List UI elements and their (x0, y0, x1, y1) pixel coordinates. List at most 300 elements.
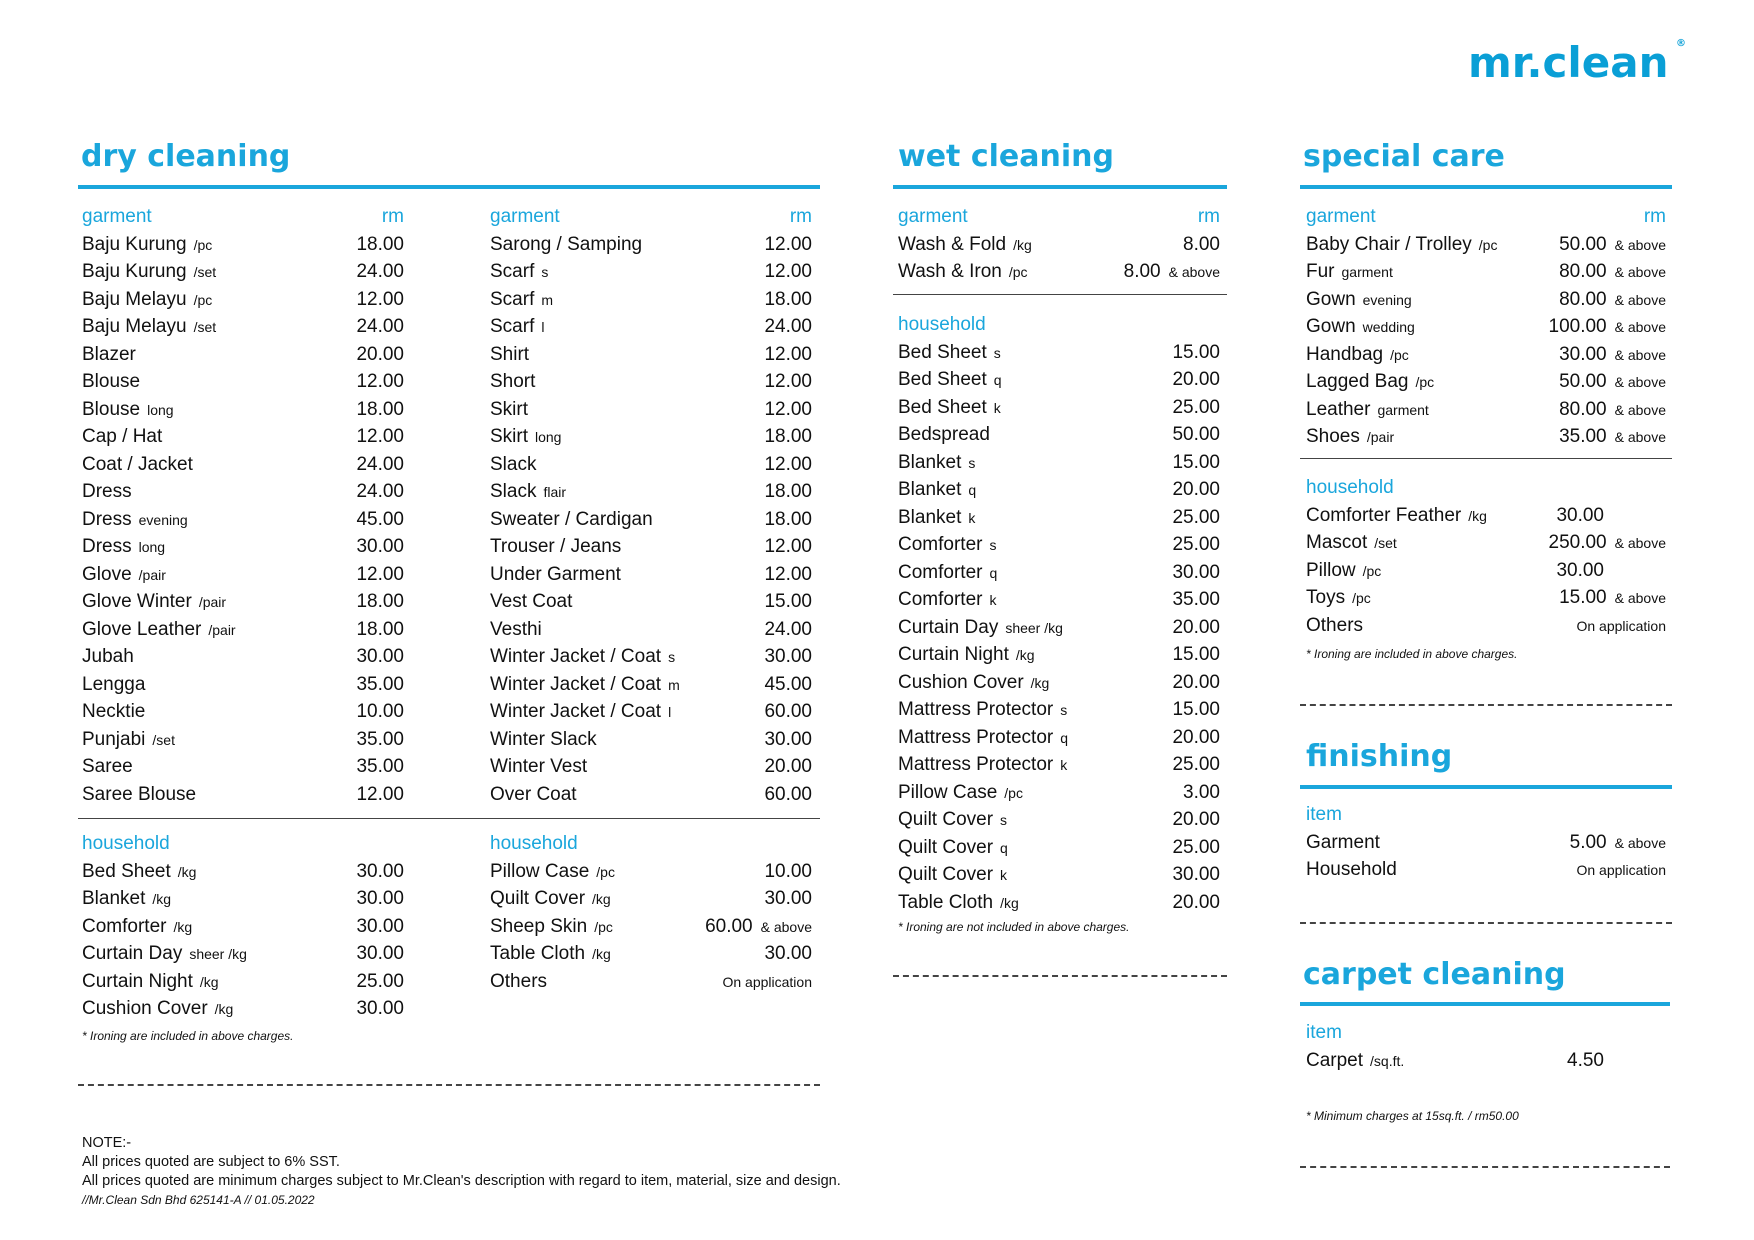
item-price-group (1172, 366, 1220, 394)
item-price-group (356, 478, 404, 506)
item-price: 15.00 (1172, 451, 1220, 473)
item-name-group (490, 858, 615, 887)
item-price-group (1576, 612, 1666, 641)
item-name: Mattress Protector (898, 754, 1054, 775)
wet-cleaning-dash (893, 975, 1227, 977)
price-and-above: & above (1614, 264, 1666, 280)
item-name: Mascot (1306, 532, 1368, 553)
price-row (82, 616, 404, 644)
item-name: Dress (82, 508, 132, 530)
item-name-group (1306, 231, 1497, 260)
price-row (898, 531, 1220, 559)
item-price-group (764, 616, 812, 644)
item-price: 30.00 (1556, 559, 1604, 581)
price-row (82, 913, 404, 941)
item-price-group (356, 913, 404, 941)
price-row (490, 451, 812, 479)
item-name: Quilt Cover (490, 888, 586, 909)
item-price: 12.00 (356, 371, 404, 392)
special-care-rule (1300, 185, 1672, 189)
item-name: Sweater / Cardigan (490, 508, 653, 530)
price-row (490, 940, 812, 968)
item-price-group (764, 643, 812, 671)
item-price-group (1172, 696, 1220, 724)
item-price: 50.00 (1559, 371, 1607, 392)
item-name: Baby Chair / Trolley (1306, 233, 1472, 255)
price-row (82, 258, 404, 286)
item-price-group (1549, 529, 1667, 558)
item-unit: k (968, 509, 976, 526)
item-unit: evening (1362, 291, 1412, 308)
item-price-group (1172, 559, 1220, 587)
price-row (898, 586, 1220, 614)
item-name: Pillow Case (490, 860, 590, 882)
special-care-household (1306, 474, 1666, 639)
item-price-group (764, 588, 812, 616)
price-row (1306, 529, 1666, 557)
price-row (1306, 258, 1666, 286)
item-name: Pillow Case (898, 781, 998, 803)
item-name-group (82, 533, 165, 562)
item-name-group (490, 506, 653, 534)
item-price-group (356, 995, 404, 1023)
price-row (1306, 557, 1666, 585)
item-price-group (1183, 231, 1220, 259)
item-name-group (82, 478, 132, 506)
item-price: 35.00 (356, 756, 404, 777)
item-price-group (356, 616, 404, 644)
item-price: 5.00 (1569, 831, 1607, 853)
item-price: 24.00 (356, 453, 404, 475)
item-price-group (764, 231, 812, 259)
item-name: Comforter (82, 915, 167, 937)
item-unit: k (1000, 867, 1008, 883)
dry-cleaning-household-col2 (490, 830, 812, 995)
item-name-group (898, 834, 1008, 863)
item-name-group (82, 781, 196, 809)
item-name: Baju Kurung (82, 261, 187, 282)
price-row (898, 449, 1220, 477)
item-price-group (1559, 258, 1666, 287)
item-name: Garment (1306, 831, 1380, 853)
item-price: 24.00 (356, 481, 404, 502)
item-unit: s (968, 454, 976, 471)
wet-cleaning-rule (893, 185, 1227, 189)
item-unit: q (993, 372, 1002, 388)
price-row (898, 669, 1220, 697)
item-unit: /set (193, 319, 217, 335)
item-unit: /pc (193, 291, 213, 308)
price-row (82, 885, 404, 913)
item-price: 12.00 (764, 343, 812, 365)
item-price: 25.00 (356, 970, 404, 992)
item-name: Curtain Day (82, 943, 183, 964)
item-price: 30.00 (1559, 343, 1607, 365)
item-price-group (1183, 779, 1220, 807)
item-price: 60.00 (705, 915, 753, 937)
item-name: Skirt (490, 398, 528, 420)
item-name-group (490, 313, 544, 342)
item-price: 30.00 (356, 998, 404, 1019)
item-name-group (898, 559, 997, 588)
item-name-group (1306, 502, 1487, 531)
item-price-group (356, 781, 404, 809)
item-unit: s (668, 649, 676, 665)
price-row (82, 368, 404, 396)
item-name: Fur (1306, 261, 1335, 282)
price-row (1306, 286, 1666, 314)
item-name-group (1306, 341, 1409, 370)
price-row (1306, 1047, 1666, 1075)
item-name-group (898, 366, 1002, 395)
finishing-title: finishing (1306, 739, 1453, 774)
item-name: Curtain Day (898, 616, 999, 638)
item-name-group (490, 286, 553, 315)
item-name: Comforter (898, 561, 983, 583)
item-price: 18.00 (764, 426, 812, 447)
item-price-group (1172, 669, 1220, 697)
item-unit: garment (1341, 264, 1393, 280)
price-row (490, 698, 812, 726)
item-unit: /kg (1015, 647, 1035, 663)
price-row (898, 231, 1220, 259)
item-price-group (356, 643, 404, 671)
item-name: Pillow (1306, 559, 1356, 581)
item-name: Blazer (82, 343, 136, 365)
price-row (490, 368, 812, 396)
item-name-group (898, 751, 1067, 780)
price-row (1306, 341, 1666, 369)
item-price-group (764, 286, 812, 314)
item-price: On application (1576, 862, 1666, 878)
item-label: item (1306, 804, 1342, 825)
item-price: 24.00 (356, 316, 404, 337)
price-row (898, 724, 1220, 752)
item-name: Quilt Cover (898, 809, 994, 830)
item-price-group (356, 313, 404, 341)
item-name-group (898, 614, 1063, 643)
price-row (1306, 856, 1666, 884)
item-name-group (898, 531, 996, 560)
item-price-group (764, 533, 812, 561)
item-name-group (82, 258, 216, 287)
item-price: On application (722, 973, 812, 990)
item-price-group (356, 506, 404, 534)
item-price: 60.00 (764, 783, 812, 805)
item-name: Bed Sheet (898, 396, 987, 418)
wet-cleaning-household (898, 311, 1220, 916)
price-row (1306, 612, 1666, 640)
notes-heading: NOTE:- (82, 1135, 132, 1151)
item-name: Others (1306, 614, 1364, 636)
price-row (490, 258, 812, 286)
item-price-group (1172, 586, 1220, 614)
header-rm: rm (1643, 206, 1666, 227)
item-price: 30.00 (356, 536, 404, 557)
item-unit: garment (1377, 401, 1429, 418)
item-unit: m (541, 291, 554, 308)
item-unit: /kg (1013, 236, 1032, 253)
item-price-group (764, 478, 812, 506)
price-row (490, 533, 812, 561)
price-row (490, 781, 812, 809)
price-row (490, 286, 812, 314)
price-row (82, 858, 404, 886)
item-name-group (898, 724, 1068, 753)
item-name: Sheep Skin (490, 915, 588, 937)
finishing-col (1306, 801, 1666, 884)
item-price: 15.00 (1172, 699, 1220, 720)
item-name: Winter Slack (490, 728, 597, 750)
item-name: Cap / Hat (82, 426, 163, 447)
item-price-group (764, 940, 812, 968)
item-name: Short (490, 371, 536, 392)
item-name-group (490, 753, 587, 781)
dry-cleaning-footnote: * Ironing are included in above charges. (82, 1029, 294, 1043)
item-price-group (356, 368, 404, 396)
carpet-cleaning-footnote: * Minimum charges at 15sq.ft. / rm50.00 (1306, 1109, 1519, 1123)
item-price: 25.00 (1172, 506, 1220, 528)
price-row (490, 858, 812, 886)
item-unit: /set (152, 731, 175, 748)
item-unit: wedding (1362, 319, 1415, 335)
item-price-group (764, 561, 812, 589)
item-price-group (722, 968, 812, 997)
notes-line-sst: All prices quoted are subject to 6% SST. (82, 1154, 340, 1170)
price-row (1306, 584, 1666, 612)
item-price: 30.00 (1172, 864, 1220, 885)
item-price: 12.00 (764, 563, 812, 585)
item-price: 15.00 (1172, 341, 1220, 363)
price-row (898, 779, 1220, 807)
item-name-group (82, 995, 233, 1024)
item-name: Toys (1306, 587, 1346, 608)
item-name: Scarf (490, 261, 535, 282)
item-name: Winter Vest (490, 756, 588, 777)
price-and-above: & above (1614, 374, 1666, 390)
item-name-group (82, 588, 226, 617)
item-name: Winter Jacket / Coat (490, 646, 662, 667)
item-name-group (82, 451, 193, 479)
item-name-group (82, 913, 192, 942)
item-price-group (356, 726, 404, 754)
item-price: 10.00 (764, 860, 812, 882)
price-and-above: & above (1614, 346, 1666, 363)
item-price-group (356, 396, 404, 424)
item-name: Lagged Bag (1306, 371, 1409, 392)
item-unit: sheer /kg (189, 946, 247, 962)
item-unit: l (541, 319, 545, 335)
item-unit: l (668, 704, 672, 720)
item-name-group (898, 504, 975, 533)
item-price: 35.00 (356, 728, 404, 750)
item-name-group (490, 423, 561, 452)
item-price: 25.00 (1172, 396, 1220, 418)
item-price-group (764, 313, 812, 341)
price-and-above: & above (1614, 535, 1666, 551)
item-price: 30.00 (356, 860, 404, 882)
item-name: Blanket (898, 479, 962, 500)
item-name: Bed Sheet (898, 341, 987, 363)
item-name: Gown (1306, 288, 1356, 310)
item-name-group (490, 781, 577, 809)
header-rm: rm (789, 206, 812, 227)
price-and-above: & above (1614, 429, 1666, 445)
column-header (490, 203, 812, 231)
item-name: Scarf (490, 288, 535, 310)
price-row (82, 561, 404, 589)
item-name-group (82, 368, 140, 396)
item-name-group (490, 940, 611, 969)
household-label: household (82, 833, 170, 854)
item-name: Skirt (490, 426, 528, 447)
item-name: Saree Blouse (82, 783, 197, 805)
notes-block (82, 1134, 841, 1210)
item-unit: /set (193, 264, 217, 280)
item-name-group (490, 533, 621, 561)
finishing-rule (1300, 785, 1672, 789)
item-unit: q (1060, 729, 1069, 746)
item-name: Quilt Cover (898, 836, 994, 858)
item-price-group (764, 341, 812, 369)
item-price-group (764, 396, 812, 424)
price-row (490, 968, 812, 996)
price-and-above: & above (1614, 401, 1666, 418)
item-unit: s (989, 537, 997, 553)
item-name: Coat / Jacket (82, 453, 193, 475)
item-price: 80.00 (1559, 288, 1607, 310)
item-name: Vest Coat (490, 591, 573, 612)
item-price: 18.00 (356, 618, 404, 640)
column-header (82, 203, 404, 231)
item-price: 60.00 (764, 701, 812, 722)
item-price: 30.00 (764, 728, 812, 750)
item-price-group (1172, 476, 1220, 504)
item-price-group (1172, 806, 1220, 834)
item-price-group (356, 588, 404, 616)
item-price-group (764, 671, 812, 699)
price-row (898, 476, 1220, 504)
item-name: Jubah (82, 646, 134, 667)
item-name: Blanket (898, 506, 962, 528)
item-name-group (82, 753, 133, 781)
item-price-group (1559, 396, 1666, 425)
item-price-group (1559, 286, 1666, 315)
item-name-group (898, 669, 1049, 698)
item-name-group (490, 913, 613, 942)
column-header (898, 203, 1220, 231)
item-price-group (356, 885, 404, 913)
item-name: Bed Sheet (898, 369, 987, 390)
item-price: 18.00 (356, 591, 404, 612)
item-unit: /kg (1468, 507, 1487, 524)
item-name-group (898, 258, 1028, 287)
item-name-group (898, 861, 1007, 890)
item-unit: /pair (138, 566, 166, 583)
item-name-group (490, 616, 542, 644)
item-name-group (490, 451, 536, 479)
item-unit: k (1060, 757, 1068, 773)
item-name-group (1306, 258, 1393, 287)
item-name: Trouser / Jeans (490, 536, 622, 557)
item-price-group (764, 451, 812, 479)
item-price: 20.00 (1172, 671, 1220, 693)
item-unit: long (147, 401, 174, 418)
item-name-group (1306, 557, 1381, 586)
item-price: 20.00 (356, 343, 404, 365)
item-unit: /set (1374, 535, 1397, 551)
dry-cleaning-col1 (82, 203, 404, 808)
item-name: Table Cloth (898, 891, 994, 913)
item-unit: long (535, 429, 562, 445)
item-price: 12.00 (356, 288, 404, 310)
item-unit: s (993, 344, 1001, 361)
item-unit: /kg (1030, 674, 1050, 691)
item-price: 12.00 (356, 783, 404, 805)
item-price-group (356, 671, 404, 699)
item-unit: /kg (177, 863, 197, 880)
finishing-dash (1300, 922, 1672, 924)
dry-cleaning-household-col1 (82, 830, 404, 1023)
price-and-above: & above (1614, 834, 1666, 851)
item-name: Glove Leather (82, 618, 202, 640)
household-label: household (490, 833, 578, 854)
item-price-group (1549, 313, 1667, 342)
item-name: Others (490, 970, 548, 992)
item-name: Baju Kurung (82, 233, 187, 255)
item-name: Wash & Fold (898, 233, 1007, 255)
item-name-group (82, 561, 166, 590)
item-name-group (490, 258, 548, 287)
item-price: 30.00 (356, 646, 404, 667)
item-unit: /pair (198, 594, 227, 610)
item-name-group (1306, 829, 1380, 857)
item-name-group (82, 643, 134, 671)
item-name-group (898, 476, 976, 505)
price-row (1306, 829, 1666, 857)
item-unit: flair (543, 484, 567, 500)
special-care-divider (1300, 458, 1672, 459)
item-name-group (490, 726, 597, 754)
wet-cleaning-footnote: * Ironing are not included in above charges. (898, 920, 1130, 934)
price-row (490, 231, 812, 259)
price-row (82, 671, 404, 699)
special-care-footnote: * Ironing are included in above charges. (1306, 647, 1518, 661)
item-price-group (356, 940, 404, 968)
item-unit: /kg (214, 1001, 234, 1017)
item-unit: /kg (199, 973, 219, 990)
wet-cleaning-divider (893, 294, 1227, 295)
item-price: 80.00 (1559, 398, 1607, 420)
item-unit: s (1060, 702, 1068, 718)
carpet-cleaning-title: carpet cleaning (1303, 957, 1566, 992)
item-name: Dress (82, 536, 132, 557)
item-price: 4.50 (1567, 1049, 1604, 1071)
item-price: 30.00 (764, 888, 812, 909)
item-price-group (1172, 449, 1220, 477)
notes-line-minimum: All prices quoted are minimum charges subject to Mr.Clean's description with regard to item, material, size and design. (82, 1173, 841, 1189)
price-row (898, 504, 1220, 532)
item-name: Lengga (82, 673, 146, 695)
item-name: Shirt (490, 343, 530, 365)
item-unit: k (993, 399, 1001, 416)
item-price-group (1124, 258, 1220, 287)
item-name-group (898, 779, 1023, 808)
price-row (898, 394, 1220, 422)
item-price: 12.00 (764, 233, 812, 255)
header-garment: garment (898, 206, 968, 227)
price-row (490, 616, 812, 644)
